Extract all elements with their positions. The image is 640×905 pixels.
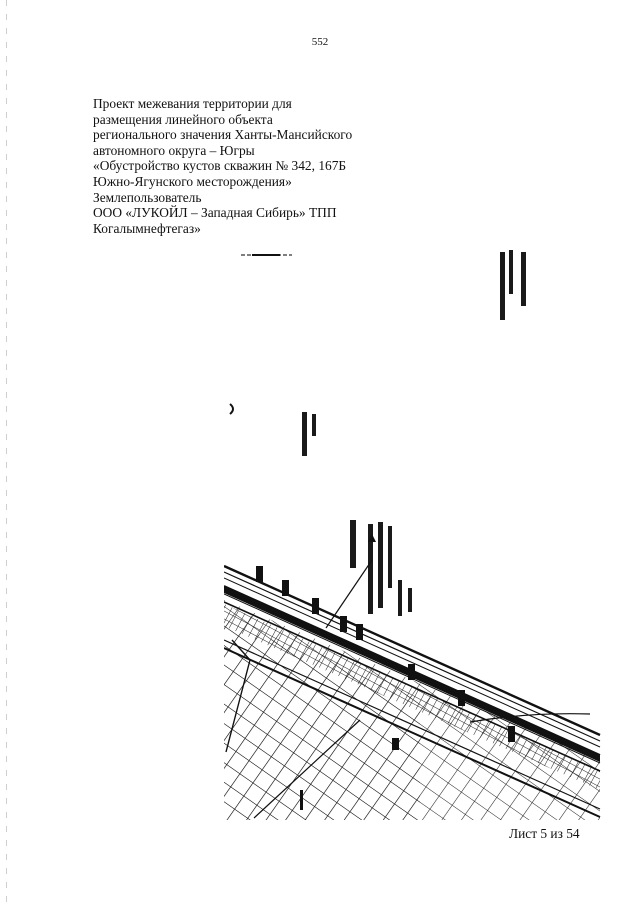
rotated-annotation-mid	[230, 404, 316, 456]
title-line: ООО «ЛУКОЙЛ – Западная Сибирь» ТПП	[93, 205, 337, 221]
title-line: Землепользователь	[93, 189, 202, 205]
title-line: Когалымнефтегаз»	[93, 220, 201, 236]
rotated-annotation-top	[500, 250, 526, 320]
page-number: 552	[311, 36, 329, 48]
title-line: Южно-Ягунского месторождения»	[93, 173, 292, 189]
sheet-label: Лист 5 из 54	[509, 826, 580, 841]
rotated-annotation-cluster	[350, 520, 412, 616]
title-line: регионального значения Ханты-Мансийского	[93, 127, 353, 143]
title-line: «Обустройство кустов скважин № 342, 167Б	[93, 158, 347, 174]
title-line: Проект межевания территории для	[93, 96, 292, 111]
title-line: размещения линейного объекта	[93, 111, 273, 127]
title-line: автономного округа – Югры	[93, 142, 255, 158]
